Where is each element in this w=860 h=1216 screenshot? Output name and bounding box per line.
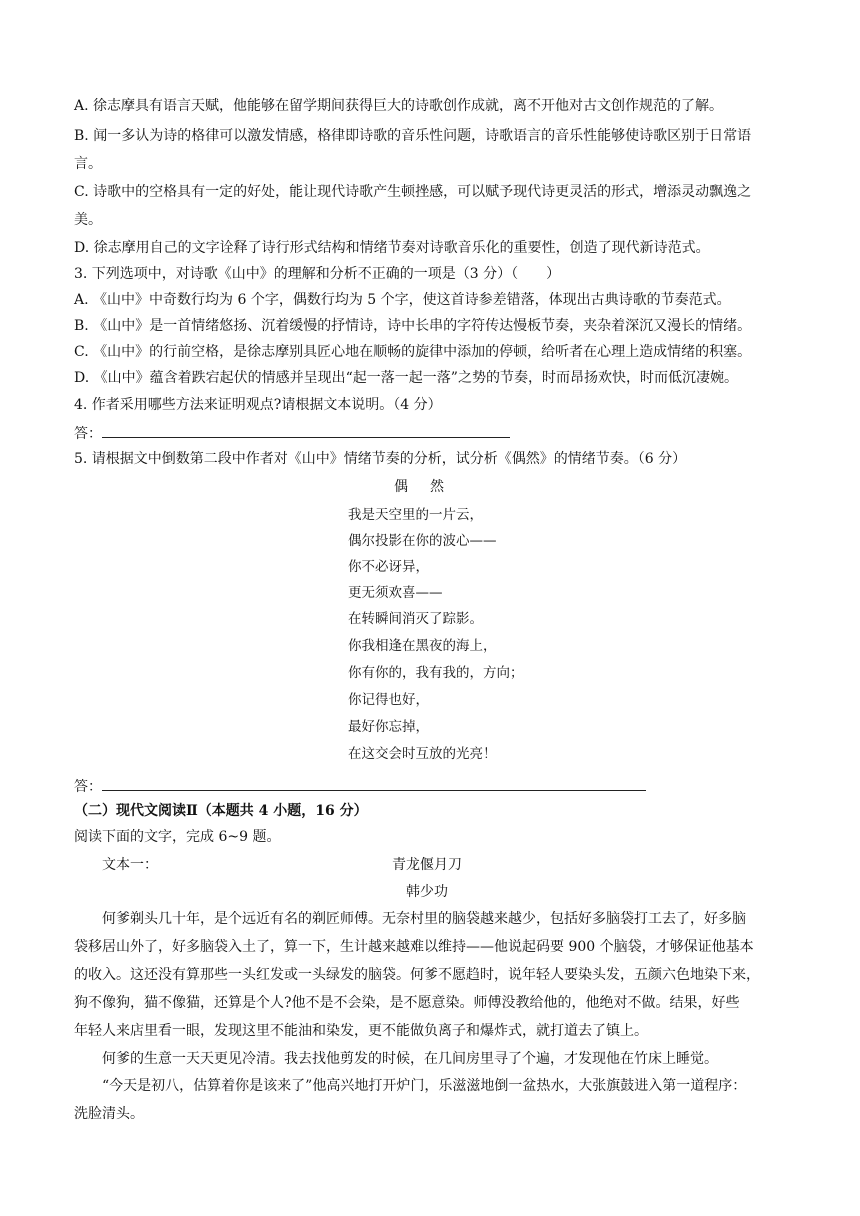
q2-option-b-line1: B. 闻一多认为诗的格律可以激发情感，格律即诗歌的音乐性问题，诗歌语言的音乐性能够使诗歌区别于日常语 [74, 128, 752, 144]
q3-option-b: B. 《山中》是一首情绪悠扬、沉着缓慢的抒情诗，诗中长串的字符传达慢板节奏，夹杂着深沉又漫长的情绪。 [74, 318, 752, 334]
story-author: 韩少功 [406, 884, 448, 900]
q4-answer-row [74, 423, 510, 444]
poem-line: 你不必讶异， [348, 559, 429, 575]
q3-option-c: C. 《山中》的行前空格，是徐志摩别具匠心地在顺畅的旋律中添加的停顿，给听者在心理上造成情绪的积塞。 [74, 344, 752, 360]
section-heading: （二）现代文阅读Ⅱ（本题共 4 小题，16 分） [74, 803, 368, 819]
q5-answer-row [74, 776, 646, 797]
q2-option-d: D. 徐志摩用自己的文字诠释了诗行形式结构和情绪节奏对诗歌音乐化的重要性，创造了现代新诗范式。 [74, 240, 710, 256]
poem-line: 你我相逢在黑夜的海上， [348, 638, 497, 654]
q4-answer-line[interactable] [102, 423, 510, 438]
q3-option-a: A. 《山中》中奇数行均为 6 个字，偶数行均为 5 个字，使这首诗参差错落，体现出古典诗歌的节奏范式。 [74, 292, 731, 308]
q5-answer-line[interactable] [102, 776, 646, 791]
paragraph-line: 何爹剃头几十年，是个远近有名的剃匠师傅。无奈村里的脑袋越来越少，包括好多脑袋打工去了，好多脑 [102, 911, 746, 927]
poem-line: 更无须欢喜—— [348, 585, 443, 601]
paragraph-line: 年轻人来店里看一眼，发现这里不能油和染发，更不能做负离子和爆炸式，就打道去了镇上。 [74, 1023, 648, 1039]
paragraph-line: 狗不像狗，猫不像猫，还算是个人?他不是不会染，是不愿意染。师傅没教给他的，他绝对不做。结果，好些 [74, 995, 740, 1011]
story-title: 青龙偃月刀 [392, 857, 462, 873]
q2-option-c-line1: C. 诗歌中的空格具有一定的好处，能让现代诗歌产生顿挫感，可以赋予现代诗更灵活的形式，增添灵动飘逸之 [74, 184, 752, 200]
poem-line: 你有你的，我有我的，方向； [348, 665, 524, 681]
q4-answer-label: 答： [74, 426, 102, 442]
text-one-label: 文本一： [102, 857, 158, 873]
poem-line: 在这交会时互放的光亮！ [348, 746, 497, 762]
paragraph-line: 洗脸清头。 [74, 1106, 144, 1122]
q3-option-d: D. 《山中》蕴含着跌宕起伏的情感并呈现出“起一落一起一落”之势的节奏，时而昂扬欢快，时而低沉凄婉。 [74, 370, 738, 386]
paragraph-line: 何爹的生意一天天更见冷清。我去找他剪发的时候，在几间房里寻了个遍，才发现他在竹床上睡觉。 [102, 1051, 718, 1067]
q5-answer-label: 答： [74, 779, 102, 795]
q2-option-c-line2: 美。 [74, 212, 102, 228]
poem-title: 偶 然 [394, 479, 448, 495]
q2-option-a: A. 徐志摩具有语言天赋，他能够在留学期间获得巨大的诗歌创作成就，离不开他对古文创作规范的了解。 [74, 98, 724, 114]
poem-line: 偶尔投影在你的波心—— [348, 533, 497, 549]
q4-stem: 4. 作者采用哪些方法来证明观点?请根据文本说明。（4 分） [74, 397, 442, 413]
poem-line: 在转瞬间消灭了踪影。 [348, 611, 483, 627]
paragraph-line: 袋移居山外了，好多脑袋入土了，算一下，生计越来越难以维持——他说起码要 900 个脑袋，才够保证他基本 [74, 939, 754, 955]
poem-line: 最好你忘掉， [348, 719, 429, 735]
paragraph-line: 的收入。这还没有算那些一头红发或一头绿发的脑袋。何爹不愿趋时，说年轻人要染头发，五颜六色地染下来， [74, 967, 760, 983]
q2-option-b-line2: 言。 [74, 156, 102, 172]
section-instruction: 阅读下面的文字，完成 6~9 题。 [74, 829, 281, 845]
q3-stem: 3. 下列选项中，对诗歌《山中》的理解和分析不正确的一项是（3 分）（ ） [74, 266, 561, 282]
poem-line: 我是天空里的一片云， [348, 507, 483, 523]
q5-stem: 5. 请根据文中倒数第二段中作者对《山中》情绪节奏的分析，试分析《偶然》的情绪节奏。（6 分） [74, 451, 687, 467]
paragraph-line: “今天是初八，估算着你是该来了”他高兴地打开炉门，乐滋滋地倒一盆热水，大张旗鼓进入第一道程序： [102, 1078, 747, 1094]
poem-line: 你记得也好， [348, 692, 429, 708]
